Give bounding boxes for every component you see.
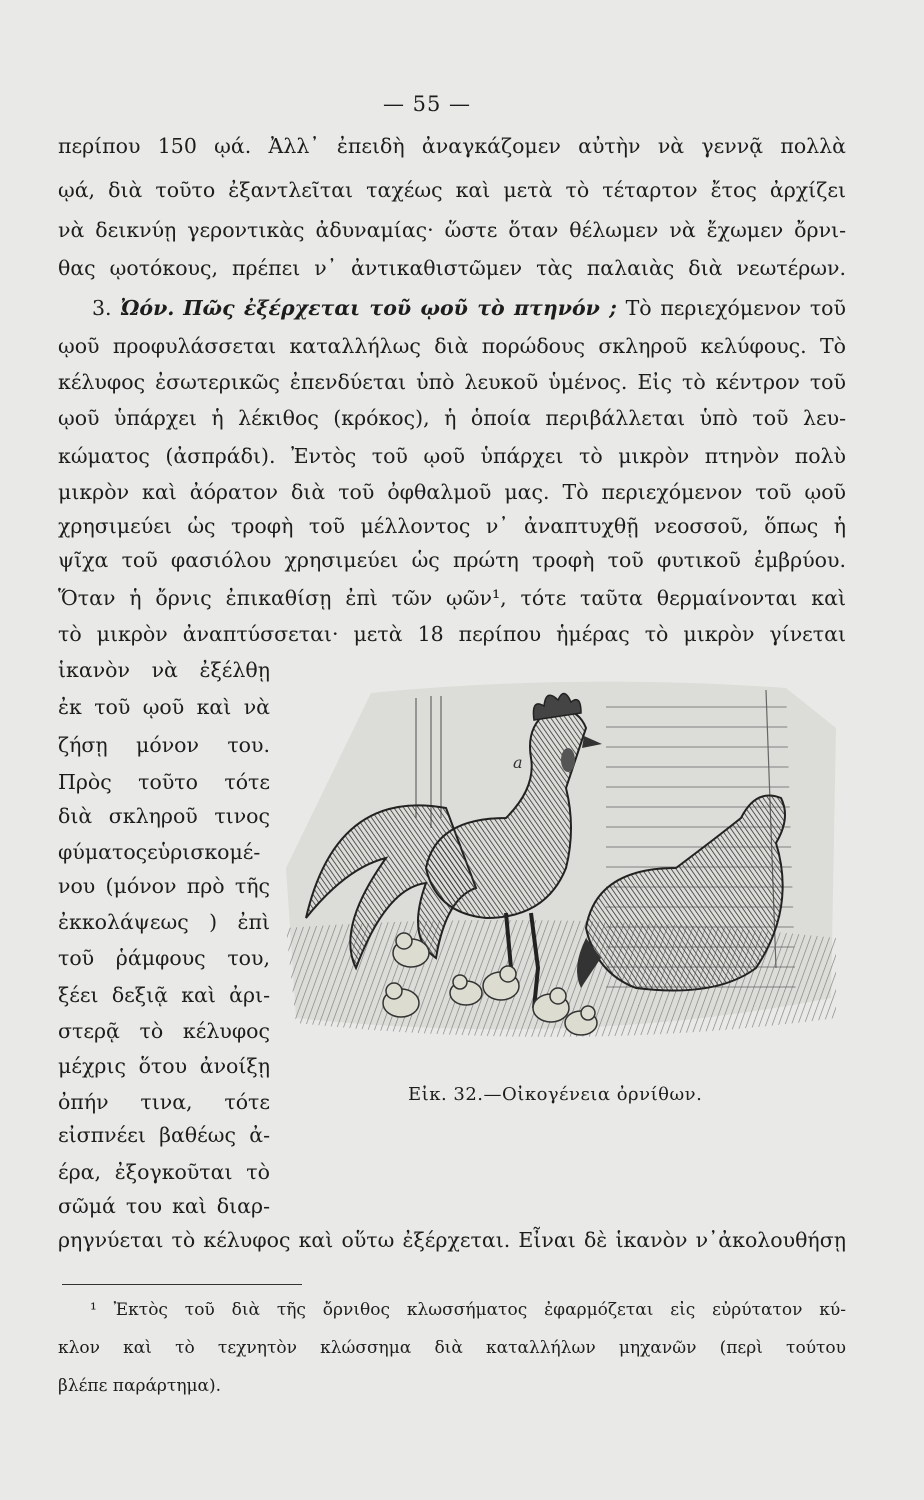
rooster-hen-chicks-engraving xyxy=(276,668,846,1076)
footnote-rule xyxy=(62,1284,302,1285)
text-line-narrow: έρα, ἐξογκοῦται τὸ xyxy=(58,1160,270,1184)
text-line-narrow: ἐκκολάψεως ) ἐπὶ xyxy=(58,910,270,934)
section-question: Πῶς ἐξέρχεται τοῦ ῳοῦ τὸ πτηνόν ; xyxy=(183,296,617,320)
section-heading-line xyxy=(92,298,846,319)
text-line-narrow: σῶμά του καὶ διαρ- xyxy=(58,1194,270,1218)
figure-letter: a xyxy=(513,753,523,772)
text-line-narrow: νου (μόνον πρὸ τῆς xyxy=(58,874,270,898)
text-line: νὰ δεικνύῃ γεροντικὰς ἀδυναμίας· ὥστε ὅταν θέλωμεν νὰ ἔχωμεν ὄρνι- xyxy=(58,218,846,242)
text-line-narrow: μέχρις ὅτου ἀνοίξῃ xyxy=(58,1054,270,1078)
text-line: ῳά, διὰ τοῦτο ἐξαντλεῖται ταχέως καὶ μετὰ τὸ τέταρτον ἔτος ἀρχίζει xyxy=(58,178,846,202)
text-line-narrow: τοῦ ῥάμφους του, xyxy=(58,946,270,970)
figure-caption: Εἰκ. 32.—Οἰκογένεια ὀρνίθων. xyxy=(408,1084,703,1105)
page-number: — 55 — xyxy=(382,92,472,116)
text-line-narrow: ἱκανὸν νὰ ἐξέλθῃ xyxy=(58,658,270,682)
section-heading: Ὠόν. xyxy=(120,296,175,320)
text-line: κέλυφος ἐσωτερικῶς ἐπενδύεται ὑπὸ λευκοῦ ὑμένος. Εἰς τὸ κέντρον τοῦ xyxy=(58,370,846,394)
text-line-narrow: φύματοςεὑρισκομέ- xyxy=(58,840,261,864)
section-number: 3. xyxy=(92,296,112,320)
text-line-narrow: Πρὸς τοῦτο τότε xyxy=(58,770,270,794)
footnote-line: ¹ Ἐκτὸς τοῦ διὰ τῆς ὄρνιθος κλωσσήματος ἐφαρμόζεται εἰς εὐρύτατον κύ- xyxy=(90,1300,846,1320)
text-line-narrow: εἰσπνέει βαθέως ἀ- xyxy=(58,1123,270,1147)
text-line: κώματος (ἀσπράδι). Ἐντὸς τοῦ ῳοῦ ὑπάρχει τὸ μικρὸν πτηνὸν πολὺ xyxy=(58,444,846,468)
text-line: θας ῳοτόκους, πρέπει ν᾿ ἀντικαθιστῶμεν τὰς παλαιὰς διὰ νεωτέρων. xyxy=(58,256,846,280)
footnote-line: κλον καὶ τὸ τεχνητὸν κλώσσημα διὰ καταλλήλων μηχανῶν (περὶ τούτου xyxy=(58,1338,846,1358)
footnote-line: βλέπε παράρτημα). xyxy=(58,1376,222,1396)
text-line: Ὅταν ἡ ὄρνις ἐπικαθίσῃ ἐπὶ τῶν ῳῶν¹, τότε ταῦτα θερμαίνονται καὶ xyxy=(58,586,846,610)
text-line: ῳοῦ προφυλάσσεται καταλλήλως διὰ πορώδους σκληροῦ κελύφους. Τὸ xyxy=(58,334,846,358)
text-line-narrow: διὰ σκληροῦ τινος xyxy=(58,804,270,828)
text-line: μικρὸν καὶ ἀόρατον διὰ τοῦ ὀφθαλμοῦ μας. Τὸ περιεχόμενον τοῦ ῳοῦ xyxy=(58,480,846,504)
text-line: τὸ μικρὸν ἀναπτύσσεται· μετὰ 18 περίπου ἡμέρας τὸ μικρὸν γίνεται xyxy=(58,622,846,646)
text-line: περίπου 150 ῳά. Ἀλλ᾿ ἐπειδὴ ἀναγκάζομεν αὐτὴν νὰ γεννᾷ πολλὰ xyxy=(58,134,846,158)
section-text: Τὸ περιεχόμενον τοῦ xyxy=(625,296,846,320)
text-line-narrow: ζήσῃ μόνον του. xyxy=(58,733,270,757)
text-line-narrow: ἐκ τοῦ ῳοῦ καὶ νὰ xyxy=(58,695,270,719)
text-line: ψῖχα τοῦ φασιόλου χρησιμεύει ὡς πρώτη τροφὴ τοῦ φυτικοῦ ἐμβρύου. xyxy=(58,548,846,572)
text-line-narrow: ὀπήν τινα, τότε xyxy=(58,1090,270,1114)
text-line: ρηγνύεται τὸ κέλυφος καὶ οὕτω ἐξέρχεται. Εἶναι δὲ ἱκανὸν ν᾿ἀκολουθήσῃ xyxy=(58,1228,846,1252)
text-line-narrow: στερᾷ τὸ κέλυφος xyxy=(58,1019,270,1043)
text-line: χρησιμεύει ὡς τροφὴ τοῦ μέλλοντος ν᾿ ἀναπτυχθῇ νεοσσοῦ, ὅπως ἡ xyxy=(58,514,846,538)
text-line: ῳοῦ ὑπάρχει ἡ λέκιθος (κρόκος), ἡ ὁποία περιβάλλεται ὑπὸ τοῦ λευ- xyxy=(58,406,846,430)
text-line-narrow: ξέει δεξιᾷ καὶ ἀρι- xyxy=(58,983,270,1007)
